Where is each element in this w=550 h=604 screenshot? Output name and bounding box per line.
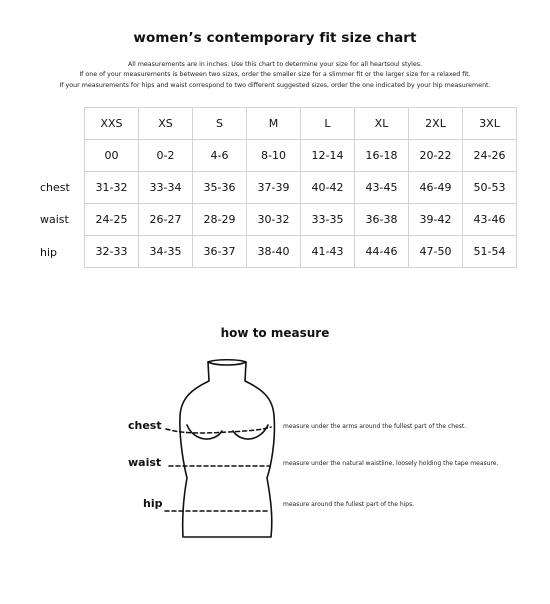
measure-label-chest: chest — [128, 419, 162, 432]
hip-cell: 38-40 — [247, 236, 301, 268]
hip-cell: 36-37 — [193, 236, 247, 268]
row-label-hip: hip — [40, 246, 58, 259]
intro-line: All measurements are in inches. Use this chart to determine your size for all heartsoul styles. — [127, 61, 423, 68]
neck-cap — [208, 362, 246, 365]
size-cell: XXS — [85, 108, 139, 140]
size-cell: XL — [355, 108, 409, 140]
numeric-size-cell: 12-14 — [301, 140, 355, 172]
chest-cell: 50-53 — [463, 172, 517, 204]
row-label-chest: chest — [40, 181, 70, 194]
hip-cell: 51-54 — [463, 236, 517, 268]
hip-cell: 32-33 — [85, 236, 139, 268]
chest-cell: 33-34 — [139, 172, 193, 204]
numeric-size-cell: 4-6 — [193, 140, 247, 172]
size-cell: M — [247, 108, 301, 140]
waist-cell: 43-46 — [463, 204, 517, 236]
row-label-waist: waist — [40, 213, 69, 226]
hip-cell: 44-46 — [355, 236, 409, 268]
chest-tape-line — [166, 427, 271, 433]
numeric-size-cell: 20-22 — [409, 140, 463, 172]
numeric-size-cell: 0-2 — [139, 140, 193, 172]
chest-cell: 31-32 — [85, 172, 139, 204]
chest-cell: 40-42 — [301, 172, 355, 204]
chest-cell: 37-39 — [247, 172, 301, 204]
waist-cell: 39-42 — [409, 204, 463, 236]
waist-cell: 26-27 — [139, 204, 193, 236]
waist-cell: 36-38 — [355, 204, 409, 236]
chest-cell: 43-45 — [355, 172, 409, 204]
hip-cell: 47-50 — [409, 236, 463, 268]
measure-label-waist: waist — [128, 456, 162, 469]
intro-line: If your measurements for hips and waist correspond to two different suggested sizes, order the one indicated by your hip measurement. — [59, 81, 491, 89]
intro-line: If one of your measurements is between two sizes, order the smaller size for a slimmer fit or the larger size for a relaxed fit. — [79, 71, 471, 79]
waist-cell: 33-35 — [301, 204, 355, 236]
hip-cell: 34-35 — [139, 236, 193, 268]
chest-cell: 46-49 — [409, 172, 463, 204]
numeric-size-cell: 16-18 — [355, 140, 409, 172]
numeric-size-cell: 24-26 — [463, 140, 517, 172]
size-cell: S — [193, 108, 247, 140]
measure-note-waist: measure under the natural waistline, loosely holding the tape measure. — [283, 460, 499, 467]
size-cell: L — [301, 108, 355, 140]
numeric-size-cell: 8-10 — [247, 140, 301, 172]
size-cell: 3XL — [463, 108, 517, 140]
measure-note-hip: measure around the fullest part of the hips. — [283, 501, 415, 508]
numeric-size-cell: 00 — [85, 140, 139, 172]
measure-label-hip: hip — [143, 497, 163, 510]
size-cell: XS — [139, 108, 193, 140]
page-title: women’s contemporary fit size chart — [133, 30, 417, 46]
hip-cell: 41-43 — [301, 236, 355, 268]
size-cell: 2XL — [409, 108, 463, 140]
measure-note-chest: measure under the arms around the fullest part of the chest. — [283, 423, 467, 430]
chest-cell: 35-36 — [193, 172, 247, 204]
how-to-measure-title: how to measure — [220, 326, 330, 340]
waist-cell: 30-32 — [247, 204, 301, 236]
waist-cell: 28-29 — [193, 204, 247, 236]
waist-cell: 24-25 — [85, 204, 139, 236]
